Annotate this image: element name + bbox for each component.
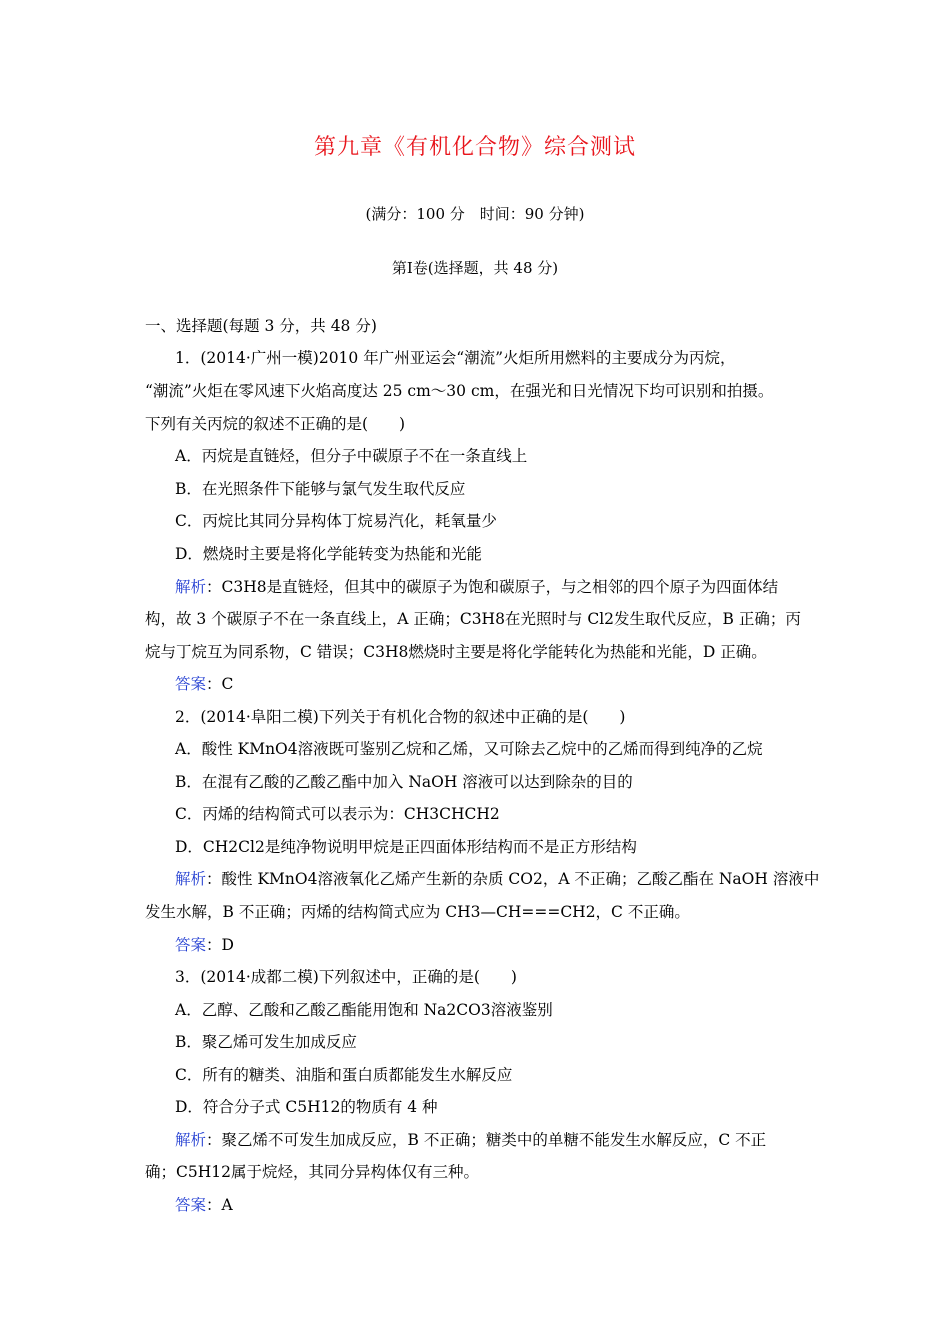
q1-analysis-line: 解析：C3H8是直链烃，但其中的碳原子为饱和碳原子，与之相邻的四个原子为四面体结 xyxy=(175,578,779,596)
q1-analysis-line: 构，故 3 个碳原子不在一条直线上，A 正确；C3H8在光照时与 Cl2发生取代反应，B 正确；丙 xyxy=(145,610,801,628)
q1-option-d: D．燃烧时主要是将化学能转变为热能和光能 xyxy=(175,545,482,563)
q3-stem: 3．(2014·成都二模)下列叙述中，正确的是( ) xyxy=(175,968,517,986)
q2-analysis-text: 酸性 KMnO4溶液氧化乙烯产生新的杂质 CO2，A 不正确；乙酸乙酯在 NaOH 溶液中 xyxy=(221,870,820,888)
q1-stem-line: 1．(2014·广州一模)2010 年广州亚运会“潮流”火炬所用燃料的主要成分为丙烷， xyxy=(175,349,736,367)
q2-analysis-line: 解析：酸性 KMnO4溶液氧化乙烯产生新的杂质 CO2，A 不正确；乙酸乙酯在 NaOH 溶液中 xyxy=(175,870,820,888)
q3-option-d: D．符合分子式 C5H12的物质有 4 种 xyxy=(175,1098,438,1116)
q1-answer-line: 答案：C xyxy=(175,675,234,693)
q3-analysis-text: 聚乙烯不可发生加成反应，B 不正确；糖类中的单糖不能发生水解反应，C 不正 xyxy=(221,1131,767,1149)
page-title: 第九章《有机化合物》综合测试 xyxy=(313,135,636,160)
volume-heading: 第Ⅰ卷(选择题，共 48 分) xyxy=(391,259,559,277)
q1-stem-line: “潮流”火炬在零风速下火焰高度达 25 cm～30 cm，在强光和日光情况下均可识别和拍摄。 xyxy=(145,382,774,400)
q2-analysis-line: 发生水解，B 不正确；丙烯的结构简式应为 CH3—CH===CH2，C 不正确。 xyxy=(145,903,690,921)
q1-option-b: B．在光照条件下能够与氯气发生取代反应 xyxy=(175,480,466,498)
q3-option-b: B．聚乙烯可发生加成反应 xyxy=(175,1033,357,1051)
q2-answer: D xyxy=(221,936,234,954)
q3-option-c: C．所有的糖类、油脂和蛋白质都能发生水解反应 xyxy=(175,1066,513,1084)
answer-label: 答案 xyxy=(175,675,207,693)
q3-analysis-line: 确；C5H12属于烷烃，其同分异构体仅有三种。 xyxy=(145,1163,479,1181)
q3-answer-line: 答案：A xyxy=(175,1196,233,1214)
q3-analysis-line: 解析：聚乙烯不可发生加成反应，B 不正确；糖类中的单糖不能发生水解反应，C 不正 xyxy=(175,1131,767,1149)
q1-analysis-text: C3H8是直链烃，但其中的碳原子为饱和碳原子，与之相邻的四个原子为四面体结 xyxy=(221,578,779,596)
q3-option-a: A．乙醇、乙酸和乙酸乙酯能用饱和 Na2CO3溶液鉴别 xyxy=(175,1001,553,1019)
q2-option-b: B．在混有乙酸的乙酸乙酯中加入 NaOH 溶液可以达到除杂的目的 xyxy=(175,773,633,791)
q1-option-a: A．丙烷是直链烃，但分子中碳原子不在一条直线上 xyxy=(175,447,528,465)
exam-info: (满分：100 分 时间：90 分钟) xyxy=(365,205,585,223)
q2-stem: 2．(2014·阜阳二模)下列关于有机化合物的叙述中正确的是( ) xyxy=(175,708,626,726)
analysis-label: 解析 xyxy=(175,1131,207,1149)
q2-option-c: C．丙烯的结构简式可以表示为：CH3CHCH2 xyxy=(175,805,500,823)
answer-label: 答案 xyxy=(175,936,207,954)
q1-option-c: C．丙烷比其同分异构体丁烷易汽化，耗氧量少 xyxy=(175,512,497,530)
answer-label: 答案 xyxy=(175,1196,207,1214)
q2-option-a: A．酸性 KMnO4溶液既可鉴别乙烷和乙烯，又可除去乙烷中的乙烯而得到纯净的乙烷 xyxy=(175,740,763,758)
q2-option-d: D．CH2Cl2是纯净物说明甲烷是正四面体形结构而不是正方形结构 xyxy=(175,838,637,856)
analysis-label: 解析 xyxy=(175,870,207,888)
q3-answer: A xyxy=(221,1196,233,1214)
q1-stem-line: 下列有关丙烷的叙述不正确的是( ) xyxy=(145,415,406,433)
q1-answer: C xyxy=(221,675,234,693)
section-heading: 一、选择题(每题 3 分，共 48 分) xyxy=(145,317,377,335)
q2-answer-line: 答案：D xyxy=(175,936,234,954)
analysis-label: 解析 xyxy=(175,578,207,596)
q1-analysis-line: 烷与丁烷互为同系物，C 错误；C3H8燃烧时主要是将化学能转化为热能和光能，D 正确。 xyxy=(145,643,767,661)
